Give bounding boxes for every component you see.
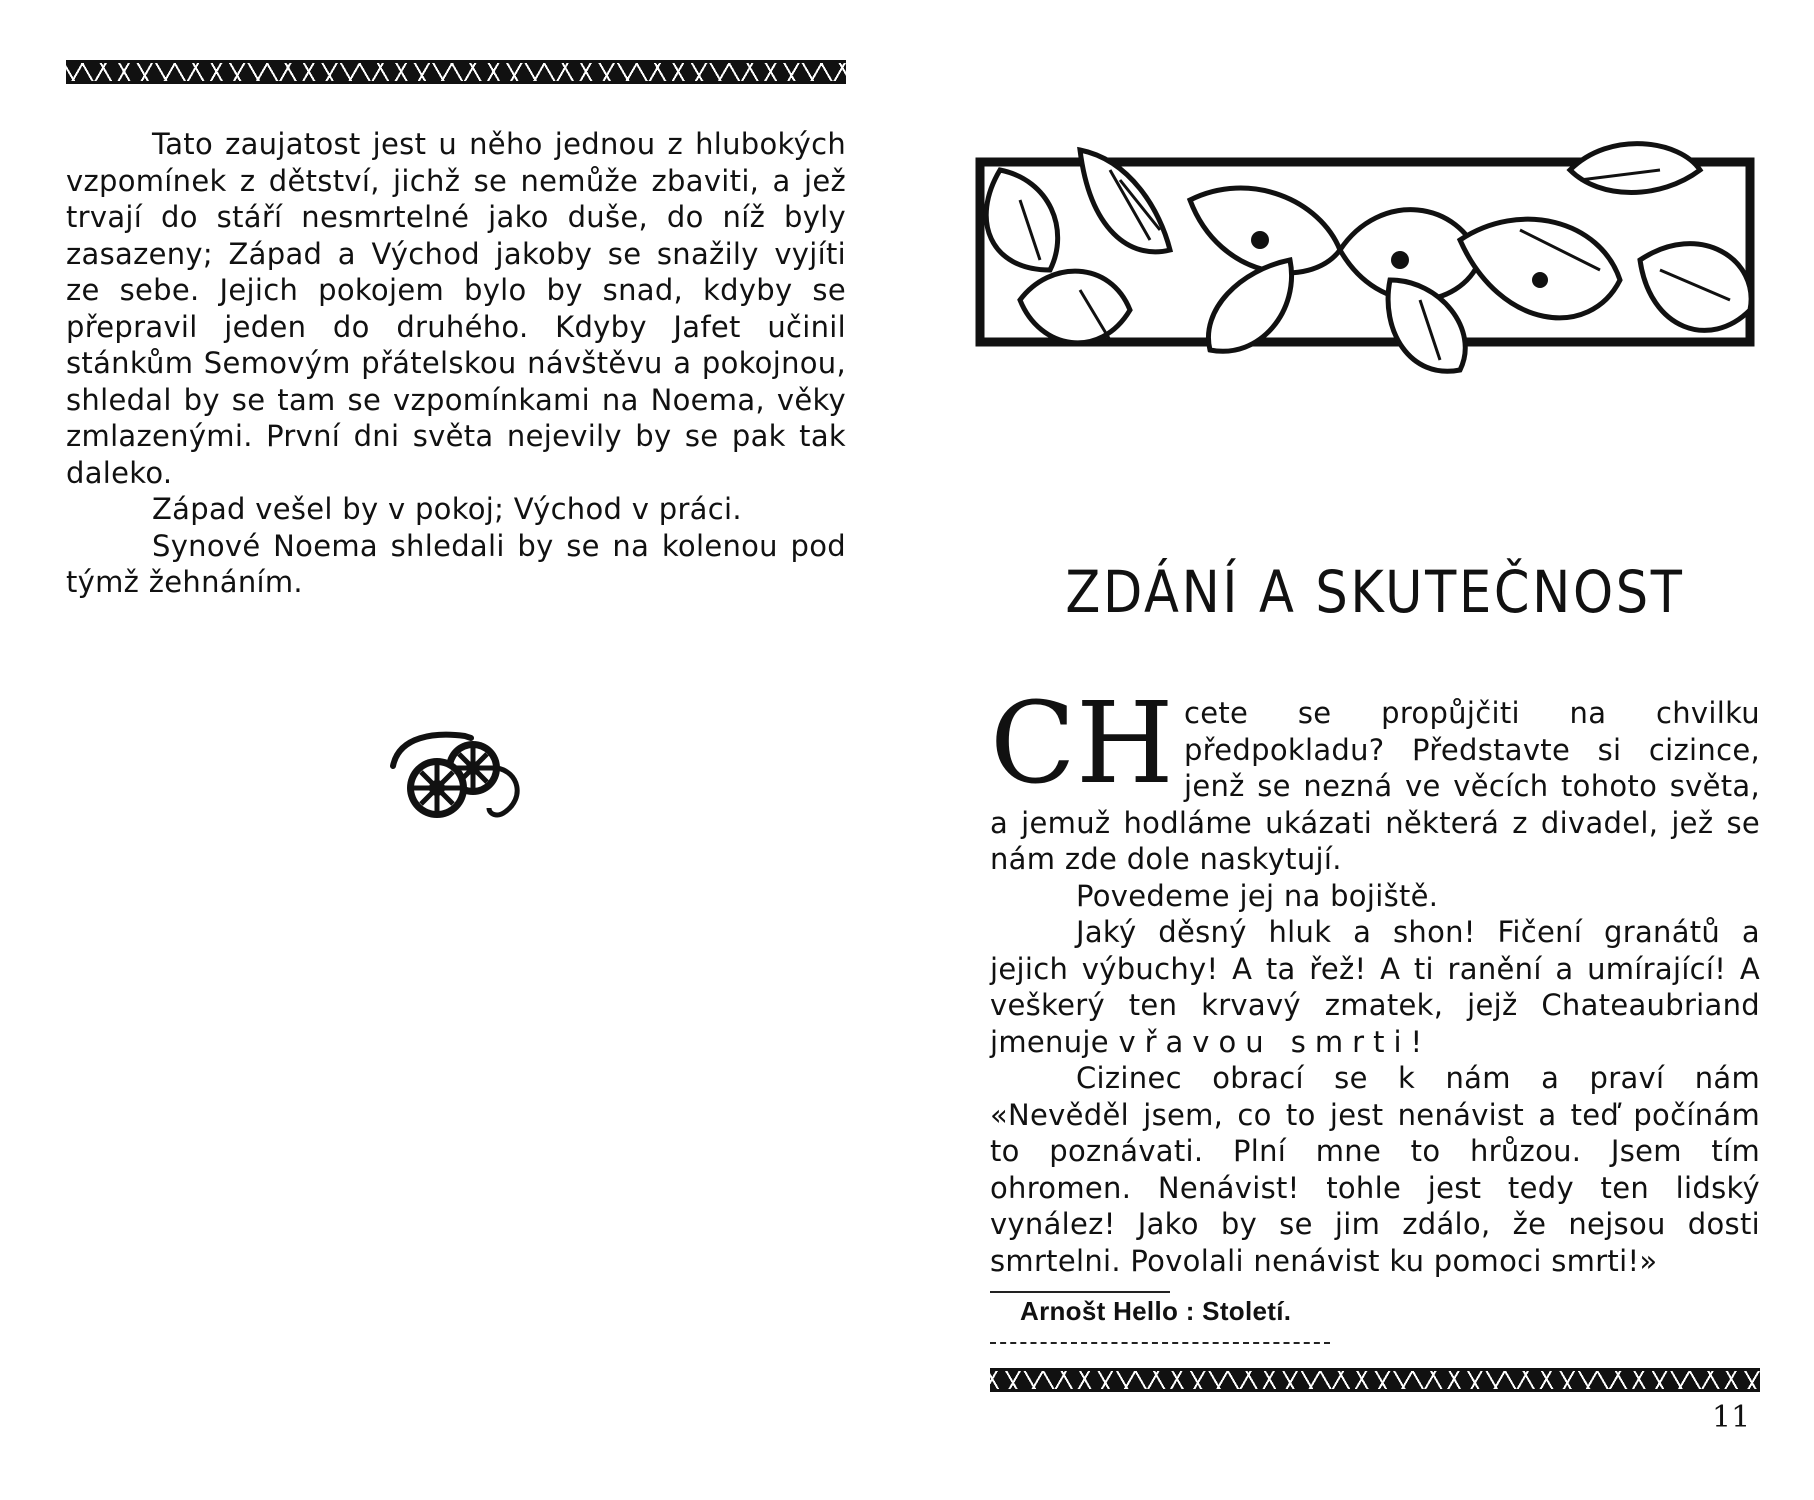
- left-page-text: [66, 126, 846, 601]
- right-paragraph-1: [990, 679, 1760, 878]
- paragraph-3-text: Jaký děsný hluk a shon! Fičení granátů a jejich výbuchy! A ta řež! A ti ranění a umírající! A veškerý ten krvavý zmatek, jejž Chateaubriand jmenuje: [990, 915, 1760, 1059]
- right-page-text: [990, 679, 1760, 1279]
- left-paragraph-2: Západ vešel by v pokoj; Východ v práci.: [152, 492, 742, 526]
- attribution: Arnošt Hello : Století.: [1020, 1296, 1292, 1326]
- attribution-rule-bottom: [990, 1342, 1330, 1344]
- attribution-rule-top: [990, 1291, 1170, 1293]
- right-paragraph-3: [990, 914, 1760, 1060]
- floral-headpiece-ornament: [960, 110, 1770, 400]
- right-paragraph-2: Povedeme jej na bojiště.: [1076, 878, 1439, 913]
- page-number: 11: [1712, 1400, 1751, 1435]
- top-border-ornament: [66, 60, 846, 84]
- spaced-emphasis: vřavou smrti: [1118, 1024, 1411, 1059]
- paragraph-3-end: !: [1410, 1024, 1423, 1059]
- left-paragraph-1: Tato zaujatost jest u něho jednou z hlubokých vzpomínek z dětství, jichž se nemůže zbaviti, a jež trvají do stáří nesmrtelné jako duše, do níž byly zasazeny; Západ a Východ jakoby se snažily vyjíti ze sebe. Jejich pokojem bylo by snad, kdyby se přepravil jeden do druhého. Kdyby Jafet učinil stánkům Semovým přátelskou návštěvu a pokojnou, shledal by se tam se vzpomínkami na Noema, věky zmlazenými. První dni světa nejevily by se pak tak daleko.: [66, 127, 846, 490]
- rosette-ornament: [385, 728, 545, 828]
- left-paragraph-3: Synové Noema shledali by se na kolenou pod týmž žehnáním.: [66, 528, 846, 599]
- chapter-title: ZDÁNÍ A SKUTEČNOST: [1065, 558, 1685, 626]
- drop-cap: CH: [990, 679, 1174, 809]
- right-paragraph-4: Cizinec obrací se k nám a praví nám «Nevěděl jsem, co to jest nenávist a teď počínám to poznávati. Plní mne to hrůzou. Jsem tím ohromen. Nenávist! tohle jest tedy ten lidský vynález! Jako by se jim zdálo, že nejsou dosti smrtelni. Povolali nenávist ku pomoci smrti!»: [990, 1061, 1760, 1278]
- first-paragraph-text: cete se propůjčiti na chvilku předpokladu? Představte si cizince, jenž se nezná ve věcích tohoto světa, a jemuž hodláme ukázati některá z divadel, jež se nám zde dole naskytují.: [990, 696, 1760, 876]
- bottom-border-ornament: [990, 1368, 1760, 1392]
